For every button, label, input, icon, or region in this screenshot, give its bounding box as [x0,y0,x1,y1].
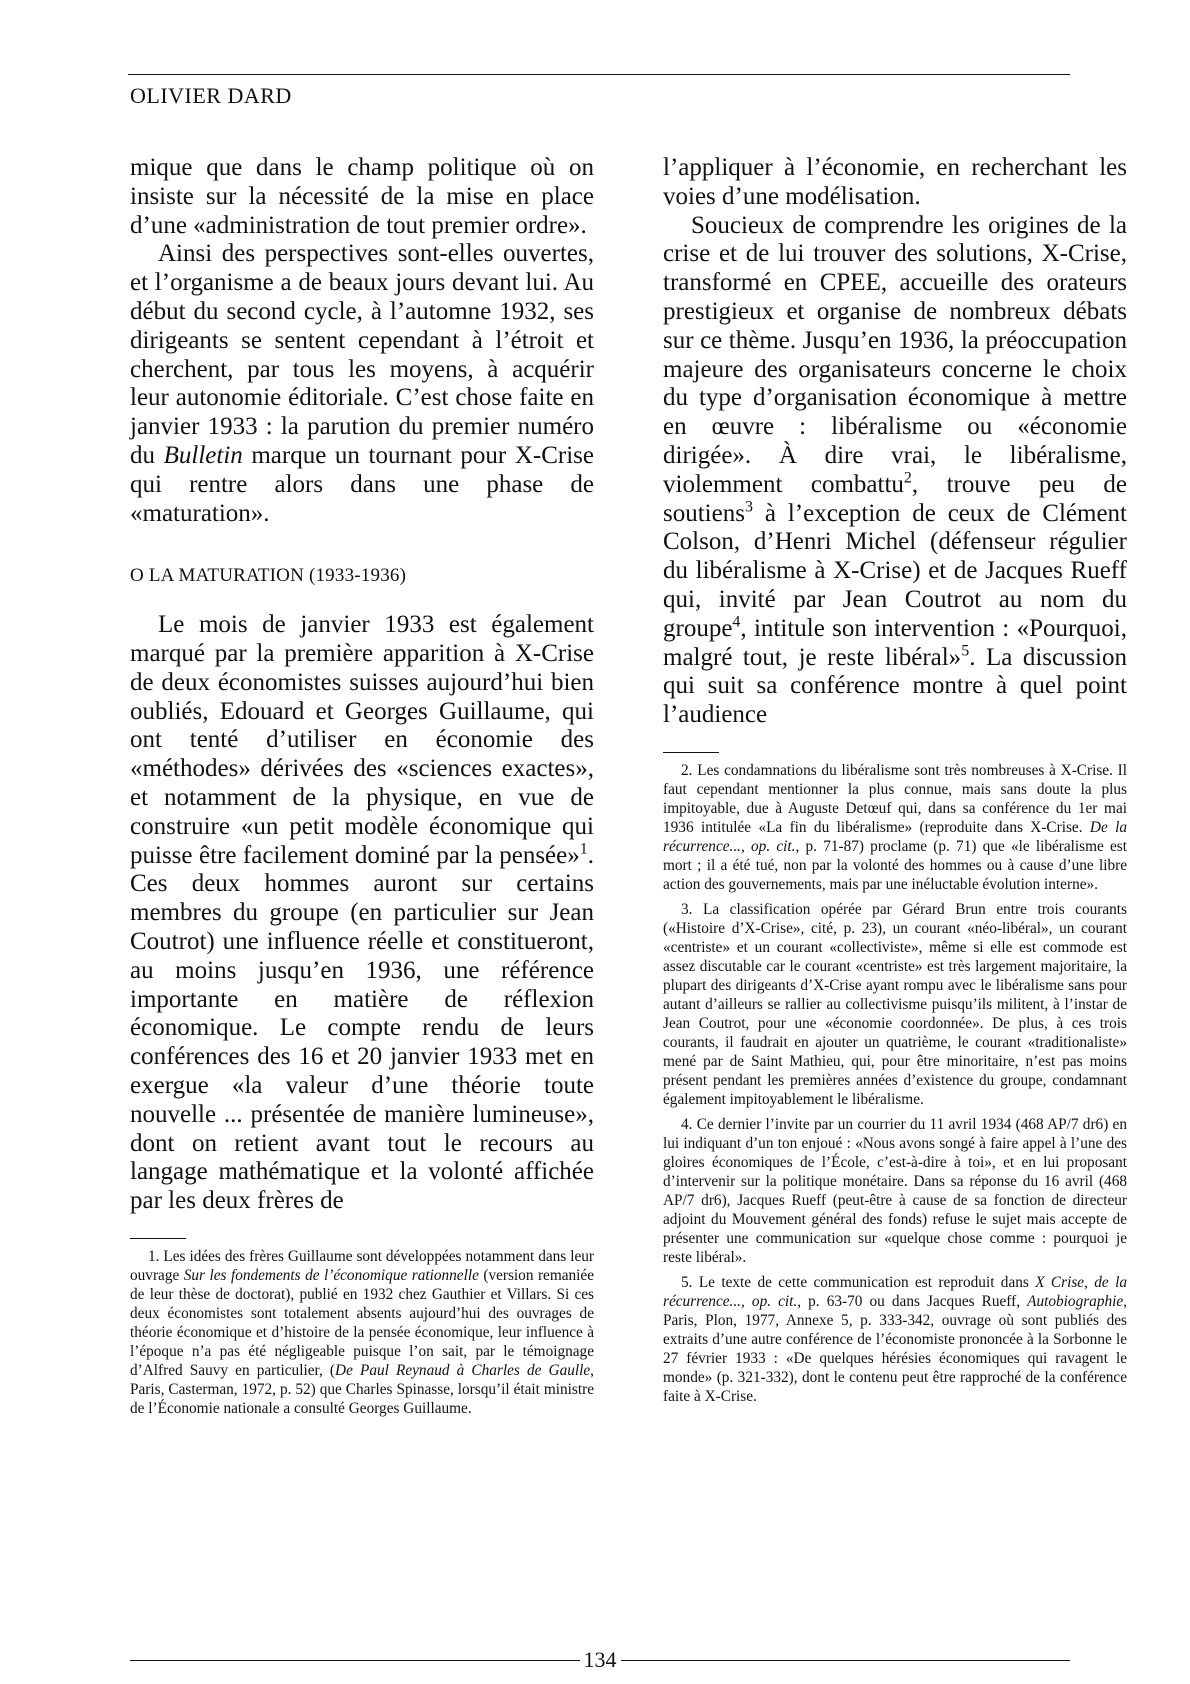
right-footnotes [663,761,1127,1406]
section-heading: O LA MATURATION (1933-1936) [130,565,407,587]
footnote: 5. Le texte de cette communication est reproduit dans X Crise, de la récurrence..., op. cit., p. 63-70 ou dans Jacques Rueff, Autobiographie, Paris, Plon, 1977, Annexe 5, p. 333-342, ouvrage où sont publiés des extraits d’une autre conférence de l’économiste prononcée à la Sorbonne le 27 février 1933 : «De quelques hérésies économiques qui ravagent le monde» (p. 321-332), dont le contenu peut être rapproché de la conférence faite à X-Crise. [663,1273,1127,1405]
paragraph: Soucieux de comprendre les origines de la crise et de lui trouver des solutions, X-Crise, transformé en CPEE, accueille des orateurs prestigieux et organise de nombreux débats sur ce thème. Jusqu’en 1936, la préoccupation majeure des organisateurs concerne le choix du type d’organisation économique à mettre en œuvre : libéralisme ou «économie dirigée». À dire vrai, le libéralisme, violemment combattu$^2$, trouve peu de soutiens$^3$ à l’exception de ceux de Clément Colson, d’Henri Michel (défenseur régulier du libéralisme à X-Crise) et de Jacques Rueff qui, invité par Jean Coutrot au nom du groupe$^4$, intitule son intervention : «Pourquoi, malgré tout, je reste libéral»$^5$. La discussion qui suit sa conférence montre à quel point l’audience [663,211,1128,729]
footer-rule-left [130,1660,580,1661]
page-number: 134 [583,1647,617,1672]
footnote-ref: 3 [744,498,753,516]
right-body [663,154,1127,730]
footer-rule-right [621,1660,1071,1661]
top-rule [128,74,1070,75]
footnote-ref: 1 [579,840,588,858]
paragraph: Le mois de janvier 1933 est également marqué par la première apparition à X-Crise de deux économistes suisses aujourd’hui bien oubliés, Edouard et Georges Guillaume, qui ont tenté d’utiliser en économie des «méthodes» dérivées des «sciences exactes», et notamment de la physique, en vue de construire «un petit modèle économique qui puisse être facilement dominé par la pensée»$^1$. Ces deux hommes auront sur certains membres du groupe (en particulier sur Jean Coutrot) une influence réelle et constitueront, au moins jusqu’en 1936, une référence importante en matière de réflexion économique. Le compte rendu de leurs conférences des 16 et 20 janvier 1933 met en exergue «la valeur d’une théorie toute nouvelle ... présentée de manière lumineuse», dont on retient avant tout le recours au langage mathématique et la volonté affichée par les deux frères de [130,611,594,1215]
right-column [663,154,1127,1412]
footnote: 2. Les condamnations du libéralisme sont très nombreuses à X-Crise. Il faut cependant mentionner la plus connue, mais sans doute la plus impitoyable, due à Auguste Detœuf qui, dans sa conférence du 1er mai 1936 intitulée «La fin du libéralisme» (reproduite dans X-Crise. De la récurrence..., op. cit., p. 71-87) proclame (p. 71) que «le libéralisme est mort ; il a été tué, non par la volonté des hommes ou à cause d’une libre action des gouvernements, mais par une inéluctable évolution interne». [663,761,1128,893]
paragraph: Ainsi des perspectives sont-elles ouvertes, et l’organisme a de beaux jours devant lui. Au début du second cycle, à l’automne 1932, ses dirigeants se sentent cependant à l’étroit et cherchent, par tous les moyens, à acquérir leur autonomie éditoriale. C’est chose faite en janvier 1933 : la parution du premier numéro du Bulletin marque un tournant pour X-Crise qui rentre alors dans une phase de «maturation». [130,240,594,527]
page-footer [130,1648,1070,1672]
footnote-ref: 4 [732,613,741,631]
footnote: 3. La classification opérée par Gérard Brun entre trois courants («Histoire d’X-Crise», cité, p. 23), un courant «néo-libéral», un courant «centriste» et un courant «collectiviste», même si elle est commode est assez discutable car le courant «centriste» est très largement majoritaire, la plupart des dirigeants d’X-Crise ayant rompu avec le libéralisme sans pour autant d’ailleurs se rallier au collectivisme puisqu’ils militent, à l’instar de Jean Coutrot, pour une «économie coordonnée». De plus, à ces trois courants, il faudrait en ajouter un quatrième, le courant «traditionaliste» mené par de Saint Mathieu, qui, pour être minoritaire, n’est pas moins présent pendant les premières années d’existence du groupe, condamnant également impitoyablement le libéralisme. [663,900,1127,1108]
running-head: OLIVIER DARD [130,83,292,108]
paragraph: l’appliquer à l’économie, en recherchant les voies d’une modélisation. [663,154,1127,210]
left-column [130,154,594,1424]
footnote-ref: 5 [961,642,970,660]
footnote: 4. Ce dernier l’invite par un courrier du 11 avril 1934 (468 AP/7 dr6) en lui indiquant d’un ton enjoué : «Nous avons songé à faire appel à l’une des gloires économiques de l’École, c’est-à-dire à toi», et en lui proposant d’intervenir sur la politique monétaire. Dans sa réponse du 16 avril (468 AP/7 dr6), Jacques Rueff (peut-être à cause de sa fonction de directeur adjoint du Mouvement général des fonds) refuse le sujet mais accepte de présenter une communication sur «quelque chose comme : pourquoi je reste libéral». [663,1115,1127,1266]
footnote-ref: 2 [903,469,912,487]
left-footnotes [130,1247,594,1418]
footnote-rule [663,752,719,753]
paragraph: mique que dans le champ politique où on insiste sur la nécessité de la mise en place d’une «administration de tout premier ordre». [130,154,594,239]
footnote: 1. Les idées des frères Guillaume sont développées notamment dans leur ouvrage Sur les fondements de l’économique rationnelle (version remaniée de leur thèse de doctorat), publié en 1932 chez Gauthier et Villars. Si ces deux économistes sont totalement absents aujourd’hui des ouvrages de théorie économique et d’histoire de la pensée économique, leur influence à l’époque n’a pas été négligeable puisque l’on sait, par le témoignage d’Alfred Sauvy en particulier, (De Paul Reynaud à Charles de Gaulle, Paris, Casterman, 1972, p. 52) que Charles Spinasse, lorsqu’il était ministre de l’Économie nationale a consulté Georges Guillaume. [130,1247,595,1417]
footnote-rule [130,1238,186,1239]
left-body [130,154,594,1216]
